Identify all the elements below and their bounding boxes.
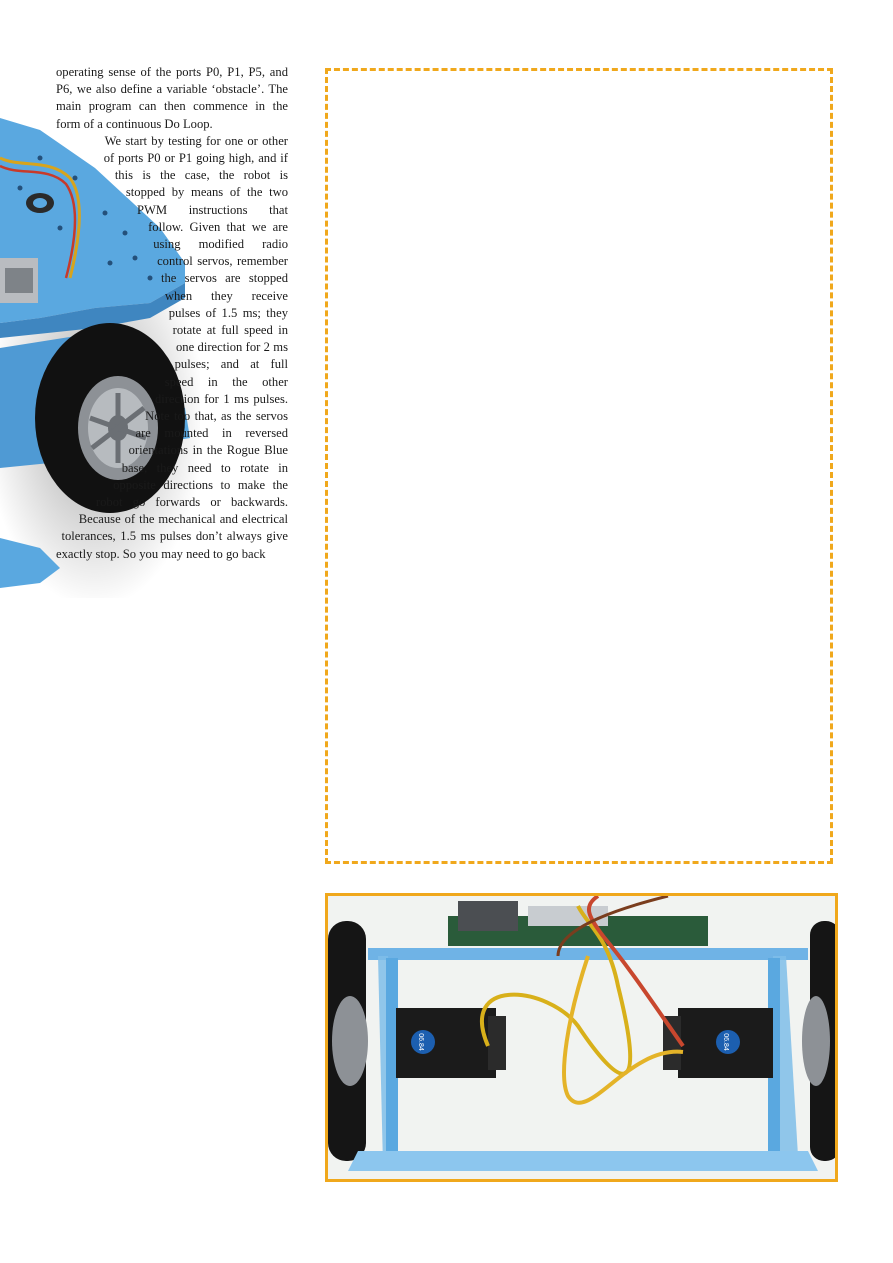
servo-label: 06.84 xyxy=(722,1033,729,1051)
servo-label: 06.84 xyxy=(417,1033,424,1051)
article-paragraph: operating sense of the ports P0, P1, P5, and P6, we also define a variable ‘obstacle’. The main program can then commence in the form of a continuous Do Loop. xyxy=(56,65,288,131)
servo-mount-photo xyxy=(325,893,838,1182)
article-paragraph: We start by testing for one or other of ports P0 or P1 going high, and if this is the case, the robot is stopped by means of the two PWM instructions that follow. Given that we are using modified radio control servos, remember the servos are stopped when they receive pulses of 1.5 ms; they rotate at full speed in one direction for 2 ms pulses; and at full speed in the other direction for 1 ms pulses. Note too that, as the servos are mounted in reversed orientations in the Rogue Blue base, they need to rotate in opposite directions to make the robot go forwards or backwards. Because of the mechanical and electrical tolerances, 1.5 ms pulses don’t always give exactly stop. So you may need to go back xyxy=(56,133,288,561)
article-text-column xyxy=(56,64,288,626)
code-listing-box xyxy=(325,68,833,864)
